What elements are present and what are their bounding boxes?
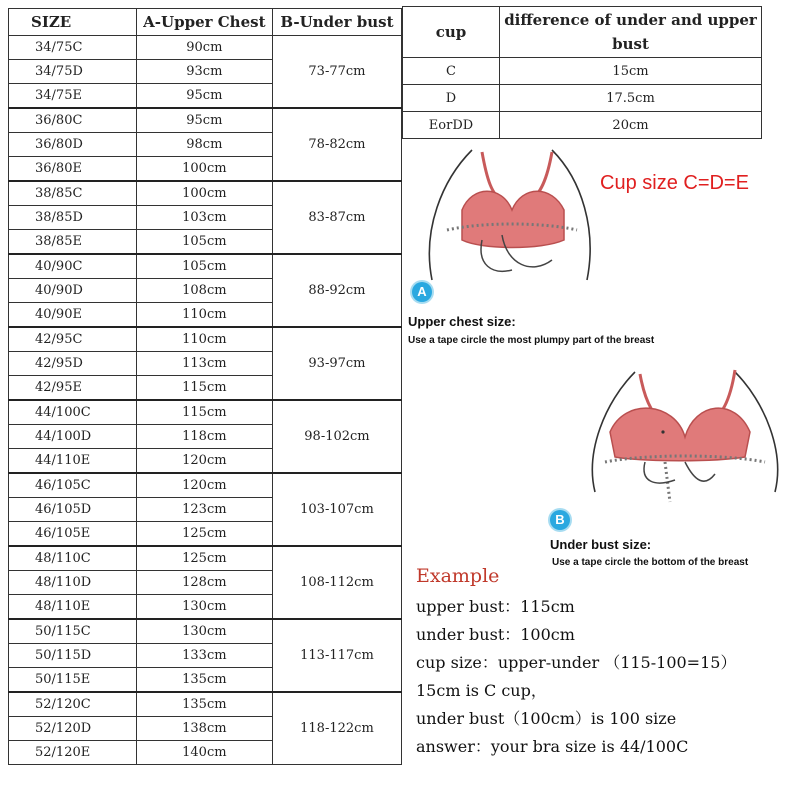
upper-chest-cell: 120cm	[136, 449, 272, 474]
size-cell: 48/110D	[9, 571, 137, 595]
upper-chest-cell: 115cm	[136, 400, 272, 425]
under-bust-cell: 73-77cm	[272, 36, 401, 109]
size-cell: 34/75E	[9, 84, 137, 109]
upper-chest-cell: 113cm	[136, 352, 272, 376]
difference-cell: 17.5cm	[500, 85, 762, 112]
size-cell: 42/95C	[9, 327, 137, 352]
under-bust-cell: 98-102cm	[272, 400, 401, 473]
upper-chest-cell: 110cm	[136, 327, 272, 352]
cup-cell: D	[403, 85, 500, 112]
cup-row	[403, 58, 762, 85]
example-line-upper-bust: upper bust：115cm	[416, 597, 575, 616]
upper-chest-cell: 130cm	[136, 595, 272, 620]
upper-chest-cell: 90cm	[136, 36, 272, 60]
size-cell: 38/85E	[9, 230, 137, 255]
size-cell: 48/110C	[9, 546, 137, 571]
upper-chest-cell: 140cm	[136, 741, 272, 765]
size-row	[9, 327, 402, 352]
size-cell: 46/105E	[9, 522, 137, 547]
size-row	[9, 181, 402, 206]
cup-cell: EorDD	[403, 112, 500, 139]
upper-chest-cell: 130cm	[136, 619, 272, 644]
upper-chest-cell: 135cm	[136, 692, 272, 717]
cup-difference-table	[402, 6, 762, 139]
size-cell: 38/85C	[9, 181, 137, 206]
header-size: SIZE	[9, 9, 137, 36]
size-row	[9, 546, 402, 571]
cup-row	[403, 112, 762, 139]
upper-chest-cell: 135cm	[136, 668, 272, 693]
cup-table-header-row	[403, 7, 762, 58]
difference-cell: 15cm	[500, 58, 762, 85]
size-cell: 50/115D	[9, 644, 137, 668]
size-cell: 36/80C	[9, 108, 137, 133]
example-title: Example	[416, 565, 500, 587]
header-upper-chest: A-Upper Chest	[136, 9, 272, 36]
example-line-answer: answer：your bra size is 44/100C	[416, 737, 689, 756]
cup-table-body	[403, 58, 762, 139]
example-line-cup-size: cup size：upper-under （115-100=15）	[416, 653, 737, 672]
size-cell: 42/95E	[9, 376, 137, 401]
size-cell: 36/80E	[9, 157, 137, 182]
size-cell: 40/90E	[9, 303, 137, 328]
under-bust-description: Use a tape circle the bottom of the breast	[552, 557, 749, 568]
size-row	[9, 254, 402, 279]
size-cell: 44/100C	[9, 400, 137, 425]
header-difference: difference of under and upper bust	[500, 7, 762, 58]
example-line-under-bust: under bust：100cm	[416, 625, 575, 644]
under-bust-cell: 108-112cm	[272, 546, 401, 619]
upper-chest-description: Use a tape circle the most plumpy part of the breast	[408, 335, 655, 346]
upper-chest-cell: 133cm	[136, 644, 272, 668]
size-chart-table	[8, 8, 402, 765]
upper-chest-title: Upper chest size:	[408, 314, 516, 329]
size-cell: 48/110E	[9, 595, 137, 620]
size-cell: 34/75C	[9, 36, 137, 60]
size-cell: 52/120D	[9, 717, 137, 741]
size-cell: 52/120C	[9, 692, 137, 717]
header-cup: cup	[403, 7, 500, 58]
upper-chest-cell: 95cm	[136, 84, 272, 109]
upper-chest-cell: 100cm	[136, 157, 272, 182]
upper-chest-cell: 105cm	[136, 254, 272, 279]
cup-size-note: Cup size C=D=E	[600, 172, 749, 194]
difference-cell: 20cm	[500, 112, 762, 139]
upper-chest-cell: 115cm	[136, 376, 272, 401]
under-bust-cell: 103-107cm	[272, 473, 401, 546]
under-bust-cell: 88-92cm	[272, 254, 401, 327]
size-row	[9, 400, 402, 425]
under-bust-cell: 113-117cm	[272, 619, 401, 692]
under-bust-cell: 118-122cm	[272, 692, 401, 765]
size-row	[9, 36, 402, 60]
size-cell: 38/85D	[9, 206, 137, 230]
size-cell: 50/115E	[9, 668, 137, 693]
upper-chest-cell: 125cm	[136, 546, 272, 571]
size-cell: 40/90C	[9, 254, 137, 279]
example-line-cup-result: 15cm is C cup，	[416, 681, 547, 700]
upper-chest-cell: 100cm	[136, 181, 272, 206]
size-cell: 50/115C	[9, 619, 137, 644]
size-chart-body	[9, 36, 402, 765]
size-row	[9, 619, 402, 644]
size-cell: 40/90D	[9, 279, 137, 303]
size-cell: 46/105C	[9, 473, 137, 498]
example-line-size-result: under bust（100cm）is 100 size	[416, 709, 677, 728]
size-cell: 46/105D	[9, 498, 137, 522]
upper-chest-cell: 103cm	[136, 206, 272, 230]
size-chart-header-row	[9, 9, 402, 36]
upper-chest-illustration	[412, 140, 602, 290]
under-bust-cell: 83-87cm	[272, 181, 401, 254]
upper-chest-cell: 95cm	[136, 108, 272, 133]
size-row	[9, 473, 402, 498]
size-cell: 34/75D	[9, 60, 137, 84]
under-bust-illustration	[585, 362, 785, 512]
upper-chest-cell: 93cm	[136, 60, 272, 84]
size-cell: 36/80D	[9, 133, 137, 157]
upper-chest-cell: 105cm	[136, 230, 272, 255]
under-bust-cell: 93-97cm	[272, 327, 401, 400]
header-under-bust: B-Under bust	[272, 9, 401, 36]
size-row	[9, 692, 402, 717]
size-cell: 52/120E	[9, 741, 137, 765]
cup-cell: C	[403, 58, 500, 85]
upper-chest-cell: 110cm	[136, 303, 272, 328]
size-cell: 44/100D	[9, 425, 137, 449]
upper-chest-cell: 128cm	[136, 571, 272, 595]
upper-chest-cell: 98cm	[136, 133, 272, 157]
upper-chest-cell: 118cm	[136, 425, 272, 449]
size-row	[9, 108, 402, 133]
under-bust-title: Under bust size:	[550, 537, 652, 552]
under-bust-cell: 78-82cm	[272, 108, 401, 181]
badge-a-icon: A	[412, 282, 432, 302]
size-cell: 44/110E	[9, 449, 137, 474]
size-cell: 42/95D	[9, 352, 137, 376]
cup-row	[403, 85, 762, 112]
upper-chest-cell: 120cm	[136, 473, 272, 498]
upper-chest-cell: 138cm	[136, 717, 272, 741]
upper-chest-cell: 123cm	[136, 498, 272, 522]
upper-chest-cell: 108cm	[136, 279, 272, 303]
badge-b-icon: B	[550, 510, 570, 530]
upper-chest-cell: 125cm	[136, 522, 272, 547]
